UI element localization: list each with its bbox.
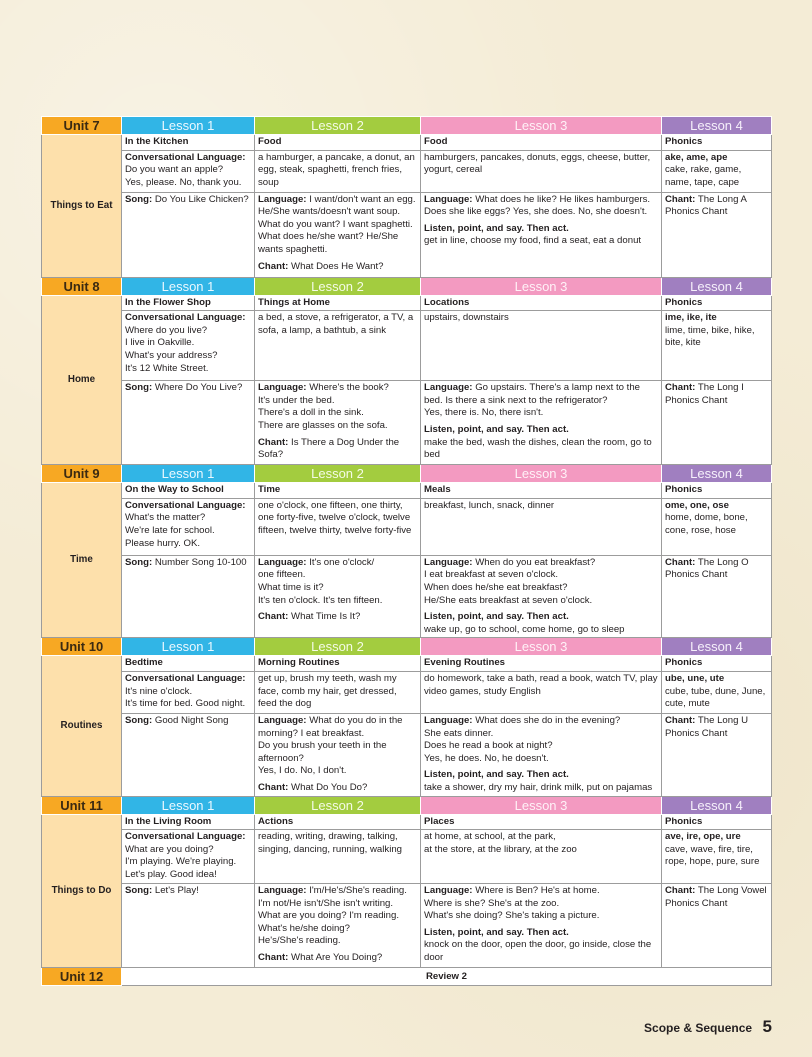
conversational-language-label: Conversational Language: xyxy=(125,499,246,511)
lesson-2-header: Lesson 2 xyxy=(255,465,421,483)
lesson-2-language-label: Language: xyxy=(258,885,307,897)
language-row xyxy=(42,713,772,796)
lesson-1-header: Lesson 1 xyxy=(122,638,255,656)
phonics-cell xyxy=(662,498,772,555)
lesson-2-language-text: I want/don't want an egg. He/She wants/doesn't want soup. What do you want? I want spaghetti. What does he/she want? He/She wants spaghetti. xyxy=(258,193,416,255)
phonics-words: cube, tube, dune, June, cute, mute xyxy=(665,685,766,710)
lesson-2-chant-block xyxy=(258,611,417,624)
phonics-sounds: ake, ame, ape xyxy=(665,151,728,163)
song-text: Number Song 10-100 xyxy=(154,556,247,568)
language-row xyxy=(42,884,772,968)
lesson-2-vocabulary-text: get up, brush my teeth, wash my face, comb my hair, get dressed, feed the dog xyxy=(258,672,397,710)
lesson-2-language-text: I'm/He's/She's reading. I'm not/He isn't/She isn't writing. What are you doing? I'm reading. What's he/she doing? He's/She's reading. xyxy=(258,885,407,947)
lesson-2-language xyxy=(255,192,421,277)
lesson-2-vocabulary xyxy=(255,830,421,884)
lesson-2-title: Things at Home xyxy=(255,295,421,311)
lesson-1-title: In the Living Room xyxy=(122,814,255,830)
lesson-2-chant-text: What Time Is It? xyxy=(291,611,361,623)
lesson-3-language-block xyxy=(424,557,658,607)
lesson-1-header: Lesson 1 xyxy=(122,277,255,295)
language-row xyxy=(42,555,772,638)
lesson-1-title: In the Kitchen xyxy=(122,135,255,151)
conversational-language-cell xyxy=(122,498,255,555)
lesson-4-header: Lesson 4 xyxy=(662,117,772,135)
vocabulary-row xyxy=(42,311,772,381)
phonics-chant-cell xyxy=(662,713,772,796)
lesson-3-language-block xyxy=(424,885,658,923)
lesson-3-vocabulary xyxy=(421,150,662,192)
lesson-2-language-label: Language: xyxy=(258,382,307,394)
lesson-4-title: Phonics xyxy=(662,656,772,672)
conversational-language-cell xyxy=(122,830,255,884)
page-footer xyxy=(644,1017,772,1037)
song-label: Song: xyxy=(125,885,153,897)
song-label: Song: xyxy=(125,556,153,568)
phonics-sounds: ime, ike, ite xyxy=(665,312,717,324)
lesson-2-language xyxy=(255,381,421,465)
unit-label: Unit 8 xyxy=(42,277,122,295)
lesson-2-vocabulary-text: one o'clock, one fifteen, one thirty, one forty-five, twelve o'clock, twelve fifteen, twelve thirty, twelve forty-five xyxy=(258,499,412,536)
phonics-chant-label: Chant: xyxy=(665,193,696,205)
song-cell xyxy=(122,192,255,277)
lesson-2-language-text: Where's the book? It's under the bed. There's a doll in the sink. There are glasses on the sofa. xyxy=(258,382,389,431)
lesson-3-language xyxy=(421,381,662,465)
conversational-language-label: Conversational Language: xyxy=(125,831,246,843)
lesson-3-title: Locations xyxy=(421,295,662,311)
phonics-words: cave, wave, fire, tire, rope, hope, pure, sure xyxy=(665,843,760,868)
conversational-language-text: Where do you live? I live in Oakville. What's your address? It's 12 White Street. xyxy=(125,324,218,374)
unit-header-row xyxy=(42,638,772,656)
phonics-words: cake, rake, game, name, tape, cape xyxy=(665,164,742,188)
lesson-2-header: Lesson 2 xyxy=(255,277,421,295)
review-label: Review 2 xyxy=(122,968,772,986)
listen-point-say-label: Listen, point, and say. Then act. xyxy=(424,611,569,623)
lesson-2-title: Morning Routines xyxy=(255,656,421,672)
lesson-3-header: Lesson 3 xyxy=(421,638,662,656)
lesson-1-title: In the Flower Shop xyxy=(122,295,255,311)
lesson-3-language-label: Language: xyxy=(424,714,473,726)
lesson-2-language-block xyxy=(258,382,417,432)
lesson-4-header: Lesson 4 xyxy=(662,796,772,814)
conversational-language-text: What's the matter? We're late for school. Please hurry. OK. xyxy=(125,512,215,549)
conversational-language-text: What are you doing? I'm playing. We're playing. Let's play. Good idea! xyxy=(125,843,237,880)
lesson-3-language-text: What does he like? He likes hamburgers. Does she like eggs? Yes, she does. No, she doesn't. xyxy=(424,193,651,218)
listen-point-say-text: wake up, go to school, come home, go to sleep xyxy=(424,623,625,635)
phonics-chant-text: The Long A Phonics Chant xyxy=(665,193,747,218)
lesson-3-language-label: Language: xyxy=(424,556,473,568)
listen-point-say-label: Listen, point, and say. Then act. xyxy=(424,423,569,435)
lesson-3-language-text: Where is Ben? He's at home. Where is she? She's at the zoo. What's she doing? She's taking a picture. xyxy=(424,885,600,922)
lesson-title-row xyxy=(42,295,772,311)
lesson-2-chant-block xyxy=(258,952,417,965)
conversational-language-label: Conversational Language: xyxy=(125,151,246,163)
listen-point-say-text: make the bed, wash the dishes, clean the room, go to bed xyxy=(424,436,652,461)
lesson-2-language-block xyxy=(258,557,417,607)
unit-theme: Things to Do xyxy=(42,814,122,968)
conversational-language-cell xyxy=(122,311,255,381)
lesson-4-header: Lesson 4 xyxy=(662,638,772,656)
phonics-chant-label: Chant: xyxy=(665,885,696,897)
lesson-2-chant-text: What Does He Want? xyxy=(291,260,384,272)
lesson-3-language-text: What does she do in the evening? She eats dinner. Does he read a book at night? Yes, he does. No, he doesn't. xyxy=(424,714,621,764)
song-label: Song: xyxy=(125,382,153,394)
lesson-3-vocabulary xyxy=(421,830,662,884)
unit-theme: Routines xyxy=(42,656,122,796)
lesson-1-header: Lesson 1 xyxy=(122,796,255,814)
lesson-3-language-block xyxy=(424,382,658,420)
vocabulary-row xyxy=(42,671,772,713)
phonics-words: lime, time, bike, hike, bite, kite xyxy=(665,324,755,349)
listen-point-say-label: Listen, point, and say. Then act. xyxy=(424,926,569,938)
lesson-3-language-text: When do you eat breakfast? I eat breakfast at seven o'clock. When does he/she eat breakfast? He/She eats breakfast at seven o'clock. xyxy=(424,556,596,606)
lesson-2-language-text: What do you do in the morning? I eat breakfast. Do you brush your teeth in the afternoon? Yes, I do. No, I don't. xyxy=(258,714,403,777)
song-text: Where Do You Live? xyxy=(154,382,243,394)
lesson-3-language-label: Language: xyxy=(424,193,473,205)
lesson-3-vocabulary xyxy=(421,671,662,713)
unit-theme: Home xyxy=(42,295,122,465)
lesson-2-vocabulary-text: a bed, a stove, a refrigerator, a TV, a sofa, a lamp, a bathtub, a sink xyxy=(258,312,414,336)
lesson-2-language-label: Language: xyxy=(258,556,307,568)
phonics-chant-cell xyxy=(662,555,772,638)
phonics-sounds: ome, one, ose xyxy=(665,499,729,511)
phonics-chant-text: The Long O Phonics Chant xyxy=(665,556,749,581)
song-label: Song: xyxy=(125,714,153,726)
lesson-2-chant-text: Is There a Dog Under the Sofa? xyxy=(258,436,400,461)
listen-point-say-text: take a shower, dry my hair, drink milk, put on pajamas xyxy=(424,781,653,793)
lesson-2-vocabulary xyxy=(255,311,421,381)
lesson-2-title: Actions xyxy=(255,814,421,830)
phonics-chant-text: The Long I Phonics Chant xyxy=(665,382,744,406)
lesson-2-language-label: Language: xyxy=(258,193,307,205)
conversational-language-label: Conversational Language: xyxy=(125,672,246,684)
vocabulary-row xyxy=(42,830,772,884)
song-cell xyxy=(122,713,255,796)
lesson-3-language xyxy=(421,884,662,968)
unit-12-row xyxy=(42,968,772,986)
lesson-2-chant-block xyxy=(258,437,417,462)
lesson-4-title: Phonics xyxy=(662,814,772,830)
lesson-4-header: Lesson 4 xyxy=(662,465,772,483)
unit-label: Unit 10 xyxy=(42,638,122,656)
language-row xyxy=(42,192,772,277)
lesson-3-header: Lesson 3 xyxy=(421,117,662,135)
unit-header-row xyxy=(42,117,772,135)
phonics-chant-label: Chant: xyxy=(665,714,696,726)
song-text: Let's Play! xyxy=(154,885,199,897)
lesson-2-vocabulary xyxy=(255,498,421,555)
lesson-2-language xyxy=(255,555,421,638)
lesson-3-vocabulary-text: do homework, take a bath, read a book, watch TV, play video games, study English xyxy=(424,672,658,697)
unit-label: Unit 9 xyxy=(42,465,122,483)
lesson-2-vocabulary xyxy=(255,150,421,192)
unit-label: Unit 11 xyxy=(42,796,122,814)
lesson-3-language xyxy=(421,555,662,638)
unit-header-row xyxy=(42,465,772,483)
lesson-2-language xyxy=(255,884,421,968)
lesson-3-language-label: Language: xyxy=(424,885,473,897)
lesson-1-header: Lesson 1 xyxy=(122,117,255,135)
lesson-2-language xyxy=(255,713,421,796)
phonics-cell xyxy=(662,830,772,884)
phonics-sounds: ave, ire, ope, ure xyxy=(665,831,741,843)
lesson-3-vocabulary xyxy=(421,498,662,555)
lesson-2-title: Food xyxy=(255,135,421,151)
lesson-2-chant-text: What Are You Doing? xyxy=(291,952,383,964)
lesson-2-language-block xyxy=(258,715,417,778)
lesson-2-language-block xyxy=(258,885,417,948)
conversational-language-cell xyxy=(122,150,255,192)
vocabulary-row xyxy=(42,150,772,192)
lesson-2-language-label: Language: xyxy=(258,714,307,726)
lesson-title-row xyxy=(42,135,772,151)
lesson-3-vocabulary-text: hamburgers, pancakes, donuts, eggs, cheese, butter, yogurt, cereal xyxy=(424,151,651,176)
lesson-3-title: Food xyxy=(421,135,662,151)
lesson-3-vocabulary xyxy=(421,311,662,381)
phonics-chant-label: Chant: xyxy=(665,556,696,568)
lesson-3-vocabulary-text: breakfast, lunch, snack, dinner xyxy=(424,499,555,511)
phonics-chant-text: The Long U Phonics Chant xyxy=(665,714,749,739)
conversational-language-text: Do you want an apple? Yes, please. No, thank you. xyxy=(125,164,242,188)
phonics-chant-label: Chant: xyxy=(665,382,696,394)
song-cell xyxy=(122,555,255,638)
lesson-2-chant-text: What Do You Do? xyxy=(291,781,368,793)
listen-point-say-label: Listen, point, and say. Then act. xyxy=(424,222,569,234)
lesson-3-language-text: Go upstairs. There's a lamp next to the bed. Is there a sink next to the refrigerator? Yes, there is. No, there isn't. xyxy=(424,382,641,419)
lesson-title-row xyxy=(42,483,772,499)
phonics-chant-cell xyxy=(662,192,772,277)
phonics-cell xyxy=(662,311,772,381)
lesson-4-title: Phonics xyxy=(662,135,772,151)
lesson-3-title: Evening Routines xyxy=(421,656,662,672)
lesson-2-vocabulary-text: a hamburger, a pancake, a donut, an egg, steak, spaghetti, french fries, soup xyxy=(258,151,415,188)
lesson-3-language-label: Language: xyxy=(424,382,473,394)
conversational-language-label: Conversational Language: xyxy=(125,312,246,324)
vocabulary-row xyxy=(42,498,772,555)
song-text: Good Night Song xyxy=(154,714,229,726)
lesson-2-language-text: It's one o'clock/ one fifteen. What time is it? It's ten o'clock. It's ten fifteen. xyxy=(258,556,383,606)
lesson-2-vocabulary xyxy=(255,671,421,713)
lesson-2-chant-label: Chant: xyxy=(258,952,289,964)
lesson-3-language xyxy=(421,192,662,277)
phonics-chant-cell xyxy=(662,381,772,465)
lesson-title-row xyxy=(42,656,772,672)
phonics-words: home, dome, bone, cone, rose, hose xyxy=(665,512,748,536)
listen-point-say-text: knock on the door, open the door, go inside, close the door xyxy=(424,939,652,964)
lesson-3-header: Lesson 3 xyxy=(421,796,662,814)
lesson-3-language-block xyxy=(424,715,658,765)
lesson-2-chant-label: Chant: xyxy=(258,611,289,623)
conversational-language-cell xyxy=(122,671,255,713)
unit-theme: Time xyxy=(42,483,122,638)
lesson-4-header: Lesson 4 xyxy=(662,277,772,295)
lesson-2-language-block xyxy=(258,194,417,257)
lesson-2-header: Lesson 2 xyxy=(255,117,421,135)
song-label: Song: xyxy=(125,193,153,205)
lesson-title-row xyxy=(42,814,772,830)
unit-header-row xyxy=(42,277,772,295)
lesson-2-chant-label: Chant: xyxy=(258,781,289,793)
lesson-2-header: Lesson 2 xyxy=(255,638,421,656)
scope-sequence-table xyxy=(41,116,772,986)
lesson-3-title: Meals xyxy=(421,483,662,499)
lesson-2-header: Lesson 2 xyxy=(255,796,421,814)
lesson-3-header: Lesson 3 xyxy=(421,277,662,295)
footer-title: Scope & Sequence xyxy=(644,1021,753,1035)
phonics-chant-text: The Long Vowel Phonics Chant xyxy=(665,885,767,909)
lesson-3-vocabulary-text: upstairs, downstairs xyxy=(424,312,509,324)
song-cell xyxy=(122,381,255,465)
lesson-3-vocabulary-text: at home, at school, at the park, at the store, at the library, at the zoo xyxy=(424,831,577,855)
song-text: Do You Like Chicken? xyxy=(154,193,249,205)
lesson-2-chant-label: Chant: xyxy=(258,260,289,272)
listen-point-say-label: Listen, point, and say. Then act. xyxy=(424,769,569,781)
phonics-chant-cell xyxy=(662,884,772,968)
song-cell xyxy=(122,884,255,968)
lesson-2-vocabulary-text: reading, writing, drawing, talking, singing, dancing, running, walking xyxy=(258,831,402,855)
lesson-3-title: Places xyxy=(421,814,662,830)
phonics-cell xyxy=(662,671,772,713)
unit-theme: Things to Eat xyxy=(42,135,122,278)
lesson-4-title: Phonics xyxy=(662,295,772,311)
lesson-1-header: Lesson 1 xyxy=(122,465,255,483)
lesson-2-title: Time xyxy=(255,483,421,499)
unit-label: Unit 12 xyxy=(42,968,122,986)
lesson-3-header: Lesson 3 xyxy=(421,465,662,483)
lesson-3-language-block xyxy=(424,194,658,219)
phonics-sounds: ube, une, ute xyxy=(665,672,725,684)
lesson-2-chant-label: Chant: xyxy=(258,436,289,448)
phonics-cell xyxy=(662,150,772,192)
lesson-1-title: On the Way to School xyxy=(122,483,255,499)
unit-header-row xyxy=(42,796,772,814)
lesson-2-chant-block xyxy=(258,261,417,274)
lesson-2-chant-block xyxy=(258,782,417,795)
unit-label: Unit 7 xyxy=(42,117,122,135)
listen-point-say-text: get in line, choose my food, find a seat, eat a donut xyxy=(424,235,642,247)
language-row xyxy=(42,381,772,465)
lesson-3-language xyxy=(421,713,662,796)
lesson-1-title: Bedtime xyxy=(122,656,255,672)
lesson-4-title: Phonics xyxy=(662,483,772,499)
page-number: 5 xyxy=(762,1017,772,1036)
conversational-language-text: It's nine o'clock. It's time for bed. Good night. xyxy=(125,685,246,710)
